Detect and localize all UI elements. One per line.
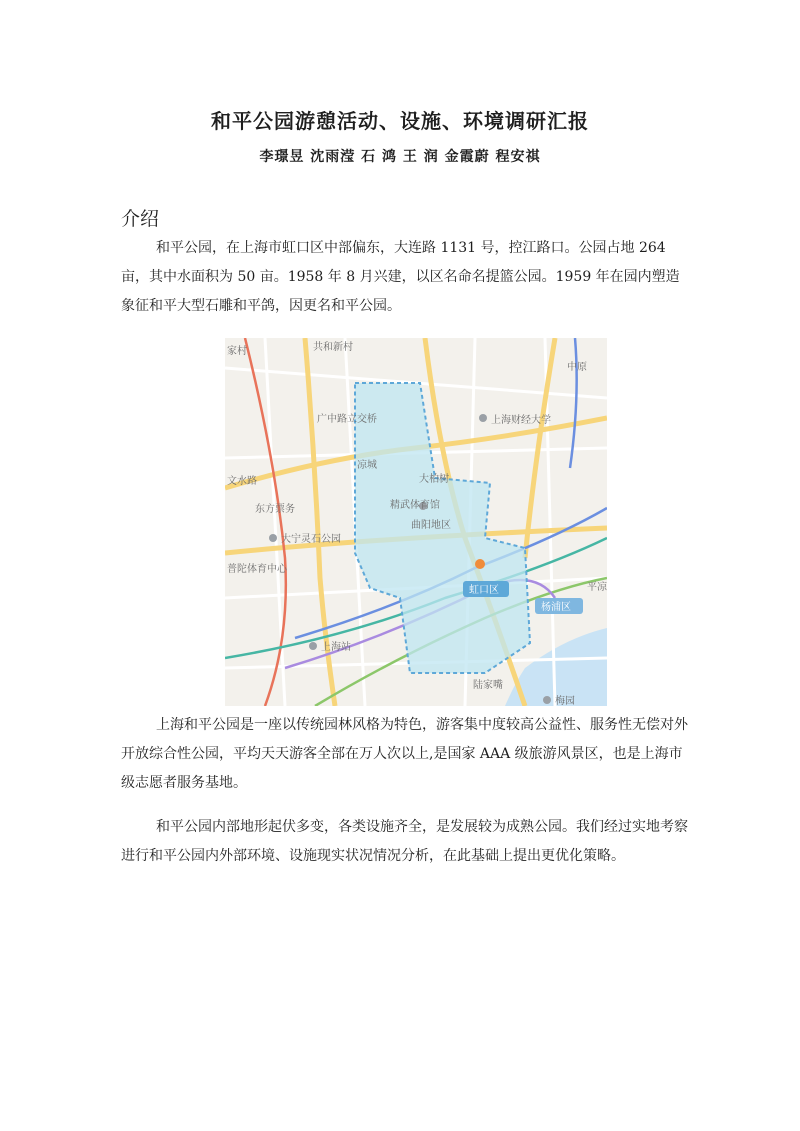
paragraph-intro: 和平公园，在上海市虹口区中部偏东，大连路 1131 号，控江路口。公园占地 264 亩，其中水面积为 50 亩。1958 年 8 月兴建，以区名命名提篮公园。1959 年在园内塑造象征和平大型石雕和平鸽，因更名和平公园。 bbox=[121, 240, 680, 314]
paragraph-method: 和平公园内部地形起伏多变，各类设施齐全，是发展较为成熟公园。我们经过实地考察进行和平公园内外部环境、设施现实状况情况分析，在此基础上提出更优化策略。 bbox=[121, 819, 688, 864]
section-heading: 介绍 bbox=[121, 208, 160, 230]
map-label: 陆家嘴 bbox=[473, 680, 503, 691]
map-label: 梅园 bbox=[555, 696, 575, 706]
map-label: 广中路立交桥 bbox=[317, 414, 377, 425]
document-title: 和平公园游憩活动、设施、环境调研汇报 bbox=[211, 109, 589, 133]
map-label: 上海财经大学 bbox=[491, 415, 551, 426]
map-label: 精武体育馆 bbox=[390, 500, 440, 511]
map-label: 普陀体育中心 bbox=[227, 564, 287, 575]
paragraph-overview: 上海和平公园是一座以传统园林风格为特色，游客集中度较高公益性、服务性无偿对外开放综合性公园，平均天天游客全部在万人次以上,是国家 AAA 级旅游风景区，也是上海市级志愿者服务基地。 bbox=[121, 717, 688, 791]
map-label: 平凉 bbox=[587, 582, 607, 593]
map-label: 共和新村 bbox=[313, 342, 353, 353]
map-label: 文水路 bbox=[227, 476, 257, 487]
map-label: 大柏树 bbox=[419, 474, 449, 485]
map-label: 中原 bbox=[567, 362, 587, 373]
map-label: 凉城 bbox=[357, 460, 377, 471]
map-label: 家村 bbox=[227, 346, 247, 357]
map-label: 曲阳地区 bbox=[411, 520, 451, 531]
map-canvas bbox=[225, 338, 607, 706]
park-location-marker bbox=[475, 559, 485, 569]
map-label: 上海站 bbox=[321, 642, 351, 653]
author-list: 李璟昱 沈雨滢 石 鸿 王 润 金霞蔚 程安祺 bbox=[259, 149, 541, 165]
map-label: 东方票务 bbox=[255, 504, 295, 515]
map-label: 大宁灵石公园 bbox=[281, 534, 341, 545]
map-label-yangpu: 杨浦区 bbox=[541, 602, 571, 613]
location-map bbox=[225, 338, 607, 706]
map-label-hongkou: 虹口区 bbox=[469, 585, 499, 596]
